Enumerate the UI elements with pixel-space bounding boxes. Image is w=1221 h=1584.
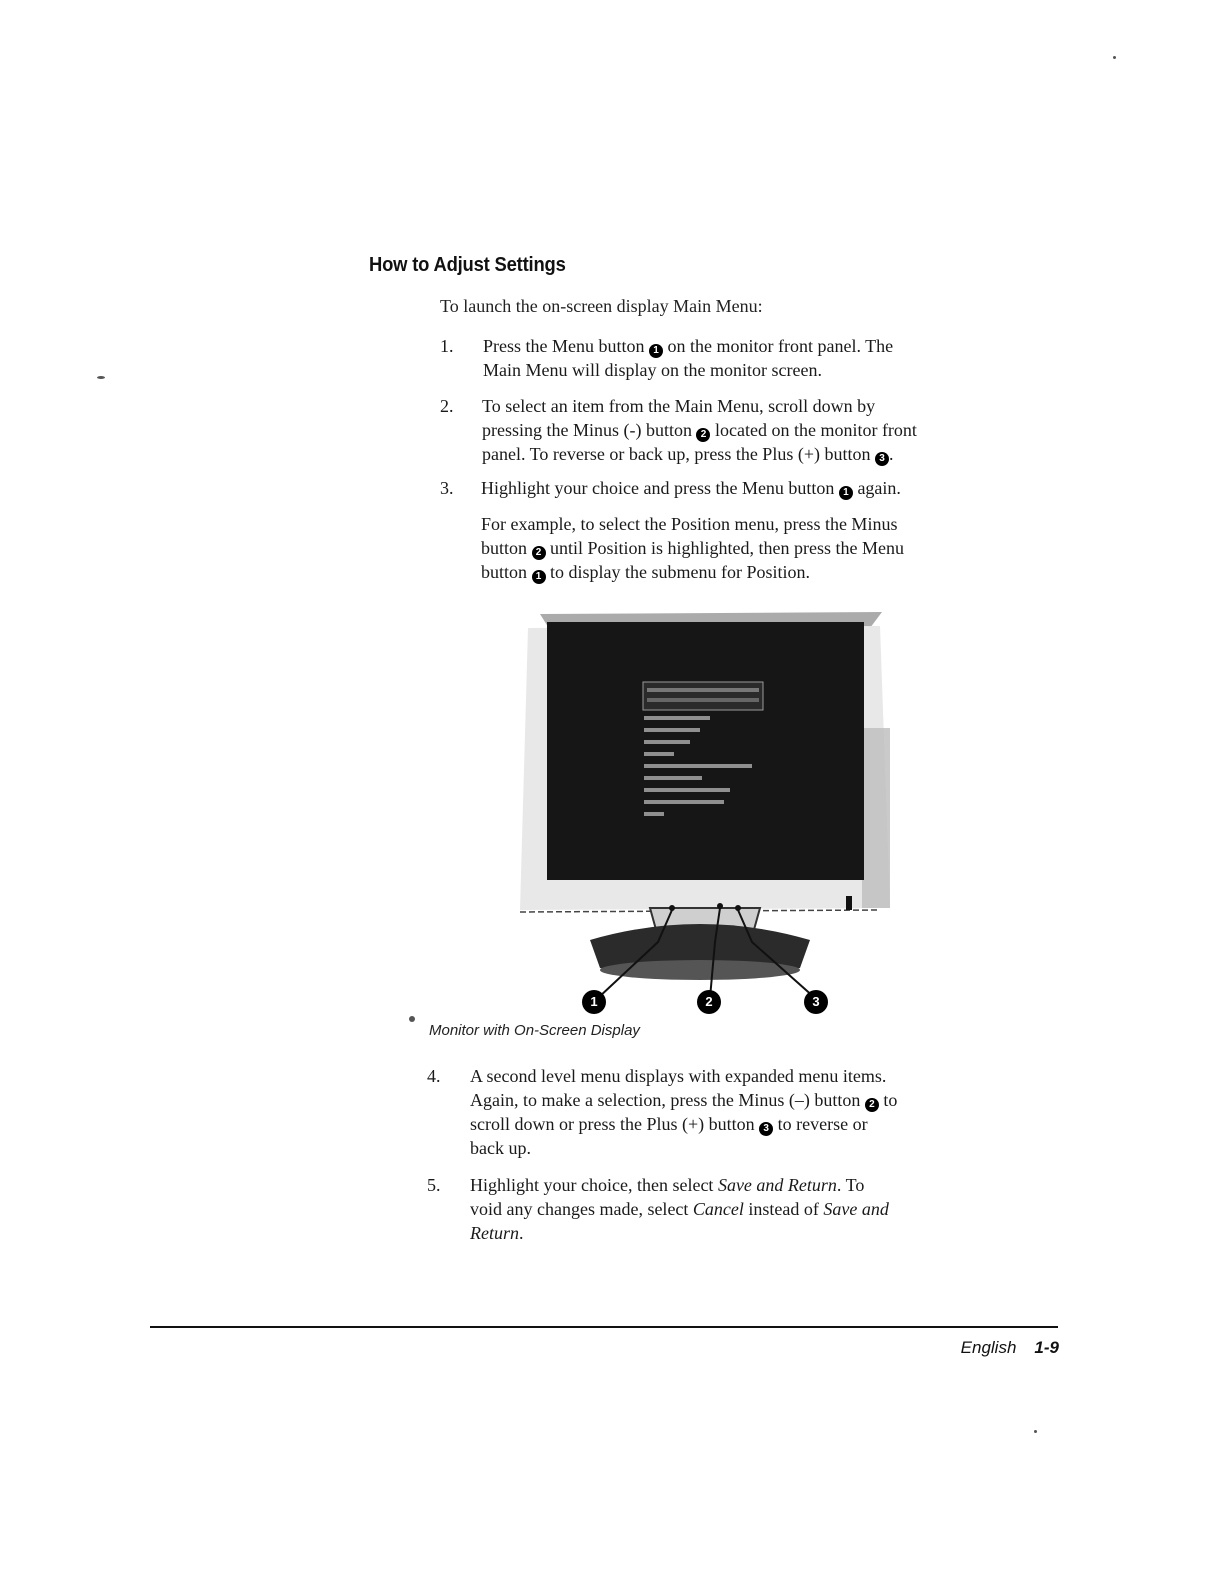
- page-number: 1-9: [1034, 1338, 1059, 1357]
- button-callout-icon: 1: [839, 486, 853, 500]
- step-line: button 1 to display the submenu for Position.: [481, 562, 811, 582]
- button-callout-icon: 2: [865, 1098, 879, 1112]
- step-line: Highlight your choice, then select Save and Return. To: [470, 1175, 865, 1195]
- scan-speck: [1034, 1430, 1037, 1433]
- button-callout-icon: 3: [759, 1122, 773, 1136]
- step-number: 1.: [440, 336, 454, 356]
- footer-language: English: [960, 1338, 1017, 1357]
- intro-text: To launch the on-screen display Main Menu:: [440, 296, 763, 316]
- monitor-screen: [547, 622, 864, 880]
- callout-3: 3: [804, 990, 828, 1014]
- step-line: Again, to make a selection, press the Minus (–) button 2 to: [470, 1090, 898, 1110]
- step-line: void any changes made, select Cancel instead of Save and: [470, 1199, 889, 1219]
- step-number: 2.: [440, 396, 454, 416]
- figure-caption: Monitor with On-Screen Display: [429, 1022, 640, 1039]
- callout-1: 1: [582, 990, 606, 1014]
- step-line: Press the Menu button 1 on the monitor front panel. The: [483, 336, 894, 356]
- scan-speck: [1113, 56, 1116, 59]
- button-callout-icon: 2: [532, 546, 546, 560]
- button-callout-icon: 3: [875, 452, 889, 466]
- step-line: scroll down or press the Plus (+) button 3 to reverse or: [470, 1114, 868, 1134]
- step-line: Highlight your choice and press the Menu button 1 again.: [481, 478, 901, 498]
- step-line: For example, to select the Position menu, press the Minus: [481, 514, 898, 534]
- button-callout-icon: 1: [532, 570, 546, 584]
- step-line: panel. To reverse or back up, press the Plus (+) button 3 .: [482, 444, 894, 464]
- scan-speck: [97, 376, 105, 379]
- footer-rule: [150, 1326, 1058, 1328]
- step-number: 3.: [440, 478, 454, 498]
- step-number: 4.: [427, 1066, 441, 1086]
- step-line: pressing the Minus (-) button 2 located on the monitor front: [482, 420, 917, 440]
- monitor-illustration: [510, 608, 890, 1028]
- button-callout-icon: 1: [649, 344, 663, 358]
- step-line: button 2 until Position is highlighted, then press the Menu: [481, 538, 905, 558]
- step-line: A second level menu displays with expanded menu items.: [470, 1066, 887, 1086]
- callout-2: 2: [697, 990, 721, 1014]
- button-callout-icon: 2: [696, 428, 710, 442]
- step-number: 5.: [427, 1175, 441, 1195]
- monitor-figure: [510, 608, 890, 1028]
- step-line: Main Menu will display on the monitor screen.: [483, 360, 822, 380]
- section-heading: How to Adjust Settings: [369, 254, 566, 276]
- page-footer: [961, 1338, 1059, 1358]
- step-line: To select an item from the Main Menu, scroll down by: [482, 396, 876, 416]
- scan-speck: [409, 1016, 415, 1022]
- step-line: back up.: [470, 1138, 531, 1158]
- step-line: Return.: [470, 1223, 524, 1243]
